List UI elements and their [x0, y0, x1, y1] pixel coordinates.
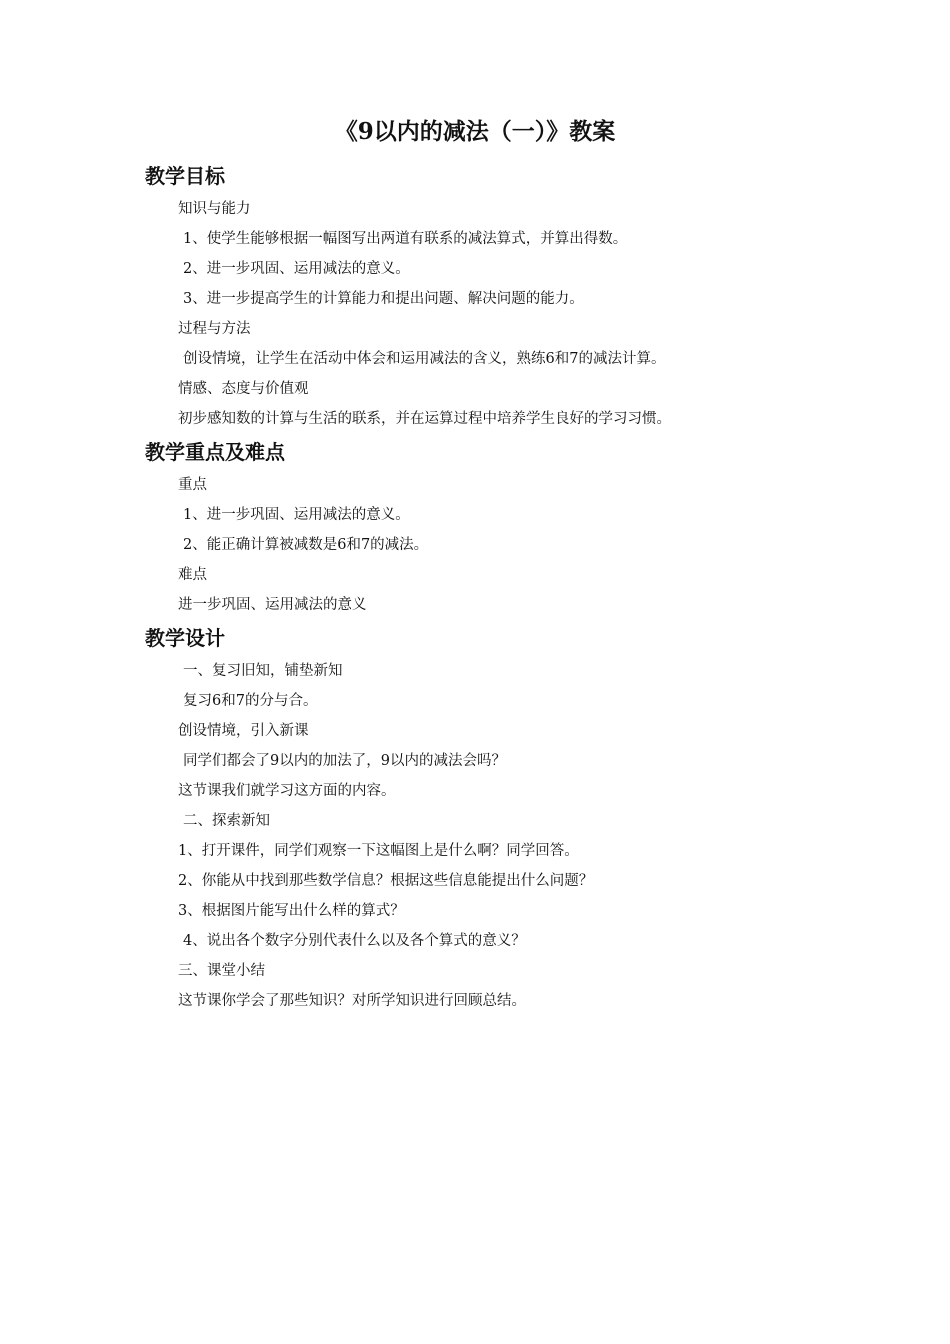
list-item: 1、打开课件，同学们观察一下这幅图上是什么啊？同学回答。	[178, 843, 579, 859]
paragraph: 初步感知数的计算与生活的联系，并在运算过程中培养学生良好的学习习惯。	[178, 411, 671, 427]
section-heading: 教学目标	[145, 164, 225, 188]
paragraph: 创设情境，让学生在活动中体会和运用减法的含义，熟练6和7的减法计算。	[183, 351, 666, 367]
subheading: 重点	[178, 477, 207, 493]
section-teaching-design	[0, 620, 950, 1016]
subheading: 知识与能力	[178, 201, 251, 217]
list-item: 3、根据图片能写出什么样的算式？	[178, 903, 405, 919]
list-item: 4、说出各个数字分别代表什么以及各个算式的意义？	[183, 933, 526, 949]
section-heading: 教学设计	[145, 626, 225, 650]
section-teaching-objectives	[0, 158, 950, 434]
paragraph: 进一步巩固、运用减法的意义	[178, 597, 367, 613]
document-body	[0, 158, 950, 1016]
subheading: 三、课堂小结	[178, 963, 265, 979]
subheading: 过程与方法	[178, 321, 251, 337]
paragraph: 同学们都会了9以内的加法了，9以内的减法会吗？	[183, 753, 506, 769]
list-item: 1、进一步巩固、运用减法的意义。	[183, 507, 410, 523]
list-item: 2、进一步巩固、运用减法的意义。	[183, 261, 410, 277]
subheading: 难点	[178, 567, 207, 583]
list-item: 1、使学生能够根据一幅图写出两道有联系的减法算式，并算出得数。	[183, 231, 628, 247]
list-item: 2、你能从中找到那些数学信息？根据这些信息能提出什么问题？	[178, 873, 594, 889]
list-item: 3、进一步提高学生的计算能力和提出问题、解决问题的能力。	[183, 291, 584, 307]
subheading: 创设情境，引入新课	[178, 723, 309, 739]
subheading: 一、复习旧知，铺垫新知	[183, 663, 343, 679]
paragraph: 这节课你学会了那些知识？对所学知识进行回顾总结。	[178, 993, 526, 1009]
paragraph: 这节课我们就学习这方面的内容。	[178, 783, 396, 799]
section-heading: 教学重点及难点	[145, 440, 285, 464]
paragraph: 复习6和7的分与合。	[183, 693, 318, 709]
list-item: 2、能正确计算被减数是6和7的减法。	[183, 537, 429, 553]
subheading: 情感、态度与价值观	[178, 381, 309, 397]
subheading: 二、探索新知	[183, 813, 270, 829]
section-key-points	[0, 434, 950, 620]
document-title: 《9以内的减法（一）》教案	[334, 118, 616, 145]
